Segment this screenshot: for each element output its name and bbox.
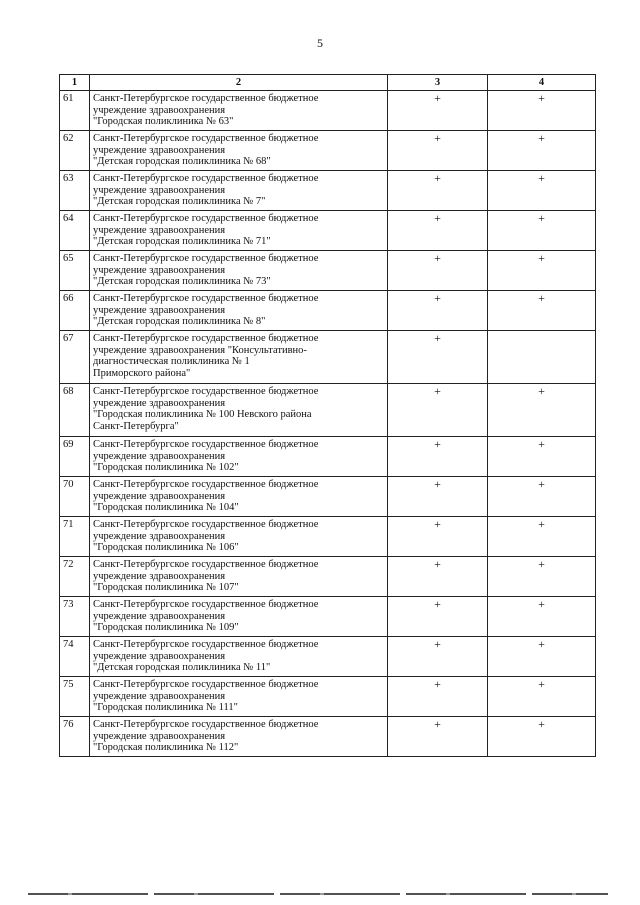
row-number: 74 <box>60 637 90 677</box>
institution-name: Санкт-Петербургское государственное бюджетное учреждение здравоохранения "Городская поликлиника № 112" <box>90 717 388 757</box>
table-row <box>60 437 596 477</box>
column-3-mark: + <box>388 637 488 677</box>
column-4-mark: + <box>488 251 596 291</box>
column-header-3: 3 <box>388 75 488 91</box>
table-row <box>60 331 596 384</box>
column-3-mark: + <box>388 437 488 477</box>
column-header-1: 1 <box>60 75 90 91</box>
table-row <box>60 557 596 597</box>
row-number: 73 <box>60 597 90 637</box>
table-header-row <box>60 75 596 91</box>
column-4-mark: + <box>488 517 596 557</box>
table-body <box>60 91 596 757</box>
column-3-mark: + <box>388 557 488 597</box>
institution-name: Санкт-Петербургское государственное бюджетное учреждение здравоохранения "Городская поликлиника № 106" <box>90 517 388 557</box>
row-number: 65 <box>60 251 90 291</box>
column-3-mark: + <box>388 477 488 517</box>
row-number: 64 <box>60 211 90 251</box>
column-3-mark: + <box>388 291 488 331</box>
column-4-mark: + <box>488 291 596 331</box>
table-row <box>60 251 596 291</box>
column-4-mark: + <box>488 677 596 717</box>
row-number: 76 <box>60 717 90 757</box>
row-number: 68 <box>60 384 90 437</box>
institution-name: Санкт-Петербургское государственное бюджетное учреждение здравоохранения "Городская поликлиника № 104" <box>90 477 388 517</box>
column-4-mark: + <box>488 384 596 437</box>
institutions-table <box>59 74 596 757</box>
row-number: 66 <box>60 291 90 331</box>
institution-name: Санкт-Петербургское государственное бюджетное учреждение здравоохранения "Консультативно- диагностическая поликлиника № 1 Приморского района" <box>90 331 388 384</box>
institution-name: Санкт-Петербургское государственное бюджетное учреждение здравоохранения "Детская городская поликлиника № 11" <box>90 637 388 677</box>
column-3-mark: + <box>388 251 488 291</box>
page-number: 5 <box>317 36 323 50</box>
institution-name: Санкт-Петербургское государственное бюджетное учреждение здравоохранения "Детская городская поликлиника № 7" <box>90 171 388 211</box>
institution-name: Санкт-Петербургское государственное бюджетное учреждение здравоохранения "Городская поликлиника № 111" <box>90 677 388 717</box>
scan-artifact-line <box>28 893 608 895</box>
row-number: 63 <box>60 171 90 211</box>
table-row <box>60 91 596 131</box>
column-3-mark: + <box>388 597 488 637</box>
row-number: 75 <box>60 677 90 717</box>
institution-name: Санкт-Петербургское государственное бюджетное учреждение здравоохранения "Детская городская поликлиника № 8" <box>90 291 388 331</box>
table-row <box>60 211 596 251</box>
column-4-mark: + <box>488 131 596 171</box>
column-3-mark: + <box>388 171 488 211</box>
institution-name: Санкт-Петербургское государственное бюджетное учреждение здравоохранения "Городская поликлиника № 63" <box>90 91 388 131</box>
institution-name: Санкт-Петербургское государственное бюджетное учреждение здравоохранения "Городская поликлиника № 100 Невского района Санкт-Петербурга" <box>90 384 388 437</box>
column-3-mark: + <box>388 517 488 557</box>
table-row <box>60 637 596 677</box>
column-3-mark: + <box>388 331 488 384</box>
table-row <box>60 477 596 517</box>
column-header-2: 2 <box>90 75 388 91</box>
column-4-mark: + <box>488 171 596 211</box>
table-row <box>60 677 596 717</box>
column-4-mark: + <box>488 211 596 251</box>
column-4-mark: + <box>488 637 596 677</box>
column-4-mark: + <box>488 597 596 637</box>
row-number: 69 <box>60 437 90 477</box>
row-number: 71 <box>60 517 90 557</box>
row-number: 72 <box>60 557 90 597</box>
row-number: 61 <box>60 91 90 131</box>
row-number: 70 <box>60 477 90 517</box>
column-3-mark: + <box>388 677 488 717</box>
table-row <box>60 517 596 557</box>
institution-name: Санкт-Петербургское государственное бюджетное учреждение здравоохранения "Детская городская поликлиника № 71" <box>90 211 388 251</box>
table-row <box>60 171 596 211</box>
institution-name: Санкт-Петербургское государственное бюджетное учреждение здравоохранения "Городская поликлиника № 107" <box>90 557 388 597</box>
table-row <box>60 717 596 757</box>
column-4-mark: + <box>488 437 596 477</box>
column-4-mark: + <box>488 91 596 131</box>
row-number: 62 <box>60 131 90 171</box>
institution-name: Санкт-Петербургское государственное бюджетное учреждение здравоохранения "Городская поликлиника № 102" <box>90 437 388 477</box>
table-row <box>60 291 596 331</box>
column-3-mark: + <box>388 717 488 757</box>
table-row <box>60 597 596 637</box>
column-4-mark <box>488 331 596 384</box>
column-4-mark: + <box>488 717 596 757</box>
row-number: 67 <box>60 331 90 384</box>
institution-name: Санкт-Петербургское государственное бюджетное учреждение здравоохранения "Городская поликлиника № 109" <box>90 597 388 637</box>
column-4-mark: + <box>488 557 596 597</box>
column-4-mark: + <box>488 477 596 517</box>
column-3-mark: + <box>388 91 488 131</box>
institution-name: Санкт-Петербургское государственное бюджетное учреждение здравоохранения "Детская городская поликлиника № 73" <box>90 251 388 291</box>
table-row <box>60 384 596 437</box>
table-row <box>60 131 596 171</box>
column-3-mark: + <box>388 211 488 251</box>
institution-name: Санкт-Петербургское государственное бюджетное учреждение здравоохранения "Детская городская поликлиника № 68" <box>90 131 388 171</box>
column-header-4: 4 <box>488 75 596 91</box>
column-3-mark: + <box>388 131 488 171</box>
column-3-mark: + <box>388 384 488 437</box>
